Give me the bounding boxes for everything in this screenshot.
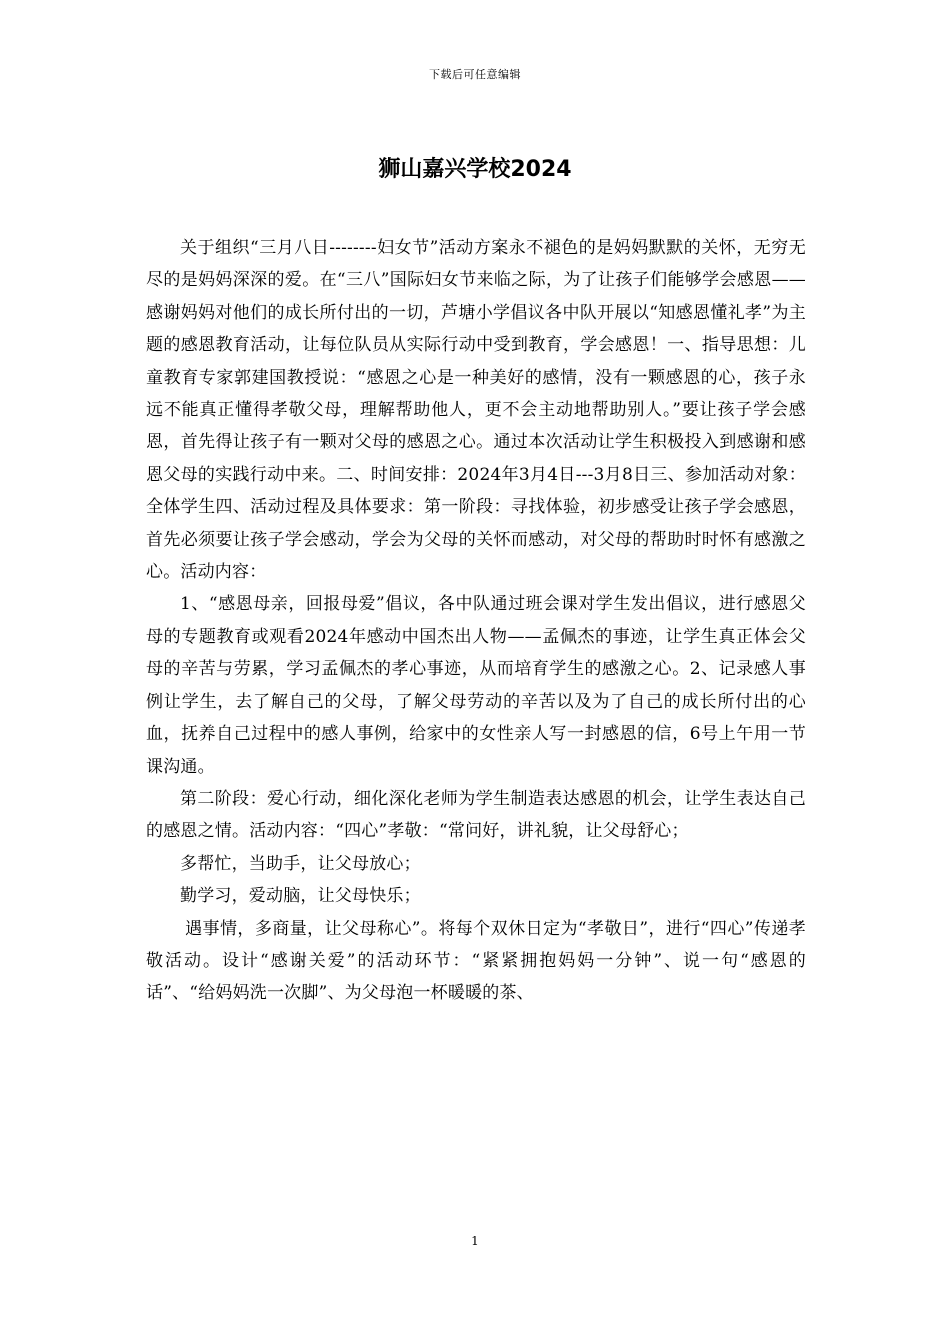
- paragraph: 勤学习，爱动脑，让父母快乐；: [180, 886, 421, 907]
- paragraph: 多帮忙，当助手，让父母放心；: [180, 853, 421, 874]
- paragraph: 1、“感恩母亲，回报母爱”倡议，各中队通过班会课对学生发出倡议，进行感恩父母的专题教育或观看2024年感动中国杰出人物——孟佩杰的事迹，让学生真正体会父母的辛苦与劳累，学习孟佩杰的孝心事迹，从而培育学生的感激之心。2、记录感人事例让学生，去了解自己的父母，了解父母劳动的辛苦以及为了自己的成长所付出的心血，抚养自己过程中的感人事例，给家中的女性亲人写一封感恩的信，6号上午用一节课沟通。: [146, 594, 806, 777]
- page-header: 下载后可任意编辑: [429, 68, 521, 81]
- paragraph: 关于组织“三月八日--------妇女节”活动方案永不褪色的是妈妈默默的关怀，无穷无尽的是妈妈深深的爱。在“三八”国际妇女节来临之际，为了让孩子们能够学会感恩——感谢妈妈对他们的成长所付出的一切，芦塘小学倡议各中队开展以“知感恩懂礼孝”为主题的感恩教育活动，让每位队员从实际行动中受到教育，学会感恩！一、指导思想：儿童教育专家郭建国教授说：“感恩之心是一种美好的感情，没有一颗感恩的心，孩子永远不能真正懂得孝敬父母，理解帮助他人，更不会主动地帮助别人。”要让孩子学会感恩，首先得让孩子有一颗对父母的感恩之心。通过本次活动让学生积极投入到感谢和感恩父母的实践行动中来。二、时间安排：2024年3月4日---3月8日三、参加活动对象：全体学生四、活动过程及具体要求：第一阶段：寻找体验，初步感受让孩子学会感恩，首先必须要让孩子学会感动，学会为父母的关怀而感动，对父母的帮助时时怀有感激之心。活动内容：: [146, 238, 806, 583]
- paragraph: 遇事情，多商量，让父母称心”。将每个双休日定为“孝敬日”，进行“四心”传递孝敬活动。设计“感谢关爱”的活动环节：“紧紧拥抱妈妈一分钟”、说一句“感恩的话”、“给妈妈洗一次脚”、为父母泡一杯暖暖的茶、: [146, 918, 806, 1004]
- page-number: 1: [471, 1234, 479, 1248]
- document-title: 狮山嘉兴学校2024: [378, 157, 572, 182]
- document-body: [146, 232, 806, 1010]
- paragraph: 第二阶段：爱心行动，细化深化老师为学生制造表达感恩的机会，让学生表达自己的感恩之情。活动内容：“四心”孝敬：“常问好，讲礼貌，让父母舒心；: [146, 788, 806, 842]
